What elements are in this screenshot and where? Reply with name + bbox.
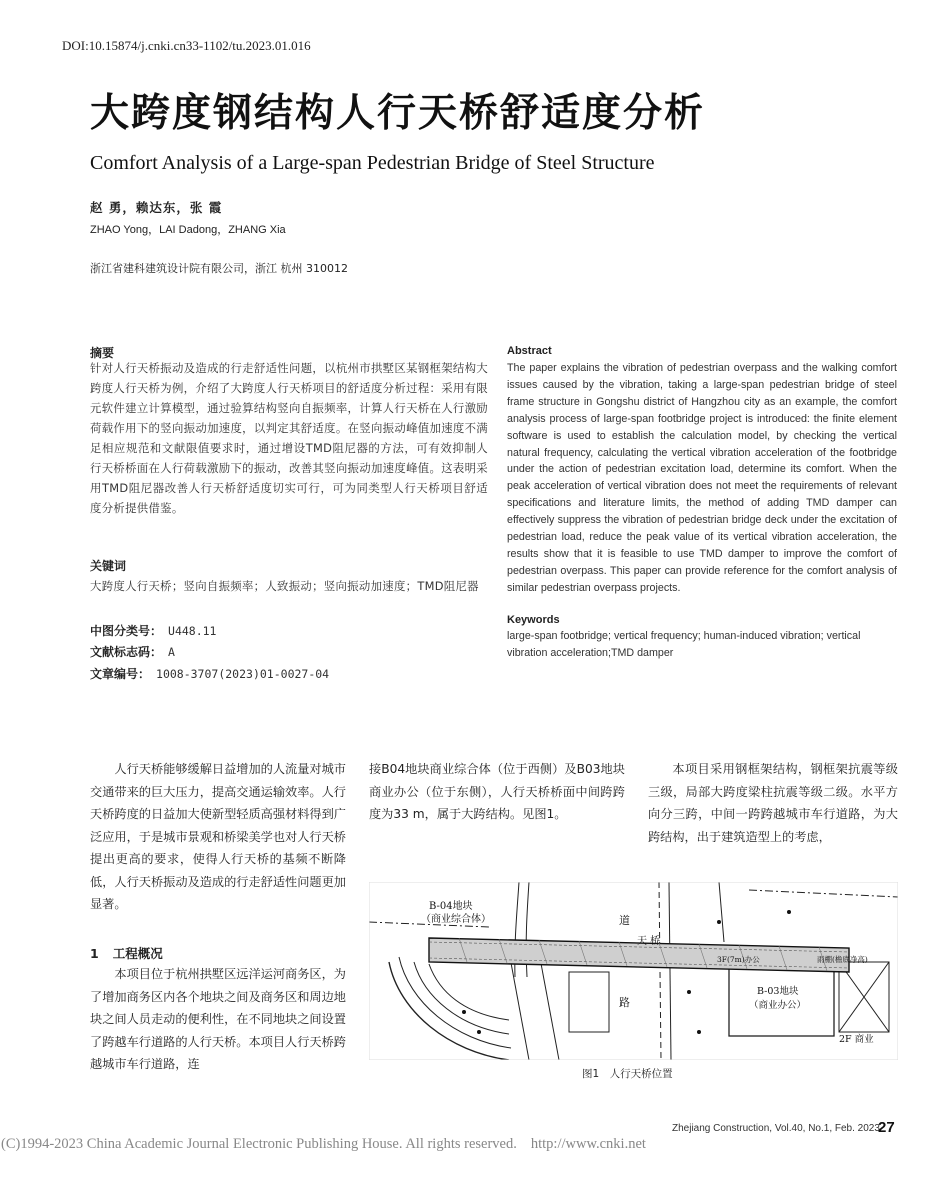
doc-code-label: 文献标志码：: [90, 645, 163, 659]
abstract-en-label: Abstract: [507, 345, 552, 357]
figure-site-plan: [369, 882, 898, 1060]
label-b04-sub: （商业综合体）: [421, 914, 491, 925]
page-number: 27: [878, 1119, 895, 1136]
cnki-url[interactable]: http://www.cnki.net: [530, 1136, 646, 1152]
article-no-row: [90, 665, 329, 682]
label-3f-office: 3F(7m)办公: [717, 955, 760, 964]
authors-chinese: 赵 勇，赖达东，张 霞: [90, 200, 223, 215]
clc-label: 中图分类号：: [90, 624, 163, 638]
label-road-1: 道: [619, 914, 630, 927]
label-b03-sub: （商业办公）: [749, 1000, 807, 1011]
label-b03-title: B-03地块: [757, 986, 799, 997]
section-heading-1: [90, 944, 163, 962]
label-canopy: 雨棚(檐底净高): [817, 955, 868, 964]
title-chinese: 大跨度钢结构人行天桥舒适度分析: [90, 91, 706, 136]
copyright-notice: [1, 1136, 646, 1153]
section-title: 工程概况: [112, 946, 163, 961]
keywords-cn-label: 关键词: [90, 559, 127, 573]
body-paragraph-continued: 接B04地块商业综合体（位于西侧）及B03地块商业办公（位于东侧），人行天桥桥面中间跨跨度为33 m，属于大跨结构。见图1。: [369, 762, 625, 821]
keywords-cn-text: 大跨度人行天桥；竖向自振频率；人致振动；竖向振动加速度；TMD阻尼器: [90, 579, 479, 593]
figure-caption: 图1 人行天桥位置: [582, 1068, 673, 1080]
section-number: 1: [90, 946, 99, 961]
body-paragraph-intro: 人行天桥能够缓解日益增加的人流量对城市交通带来的巨大压力，提高交通运输效率。人行天桥跨度的日益加大使新型轻质高强材料得到广泛应用，于是城市景观和桥梁美学也对人行天桥提出更高的要求，使得人行天桥的基频不断降低，人行天桥振动及造成的行走舒适性问题更加显著。: [90, 762, 346, 911]
doi-line: DOI:10.15874/j.cnki.cn33-1102/tu.2023.01.016: [62, 38, 311, 53]
footer-journal-info: Zhejiang Construction, Vol.40, No.1, Feb. 2023: [672, 1123, 880, 1134]
label-road-2: 路: [619, 996, 630, 1009]
title-english: Comfort Analysis of a Large-span Pedestrian Bridge of Steel Structure: [90, 152, 655, 174]
article-no-value: 1008-3707(2023)01-0027-04: [156, 667, 330, 681]
doc-code-value: A: [168, 645, 175, 659]
doc-code-row: [90, 643, 175, 660]
affiliation: 浙江省建科建筑设计院有限公司，浙江 杭州 310012: [90, 262, 348, 275]
label-2f-commercial: 2F 商业: [839, 1034, 874, 1045]
article-no-label: 文章编号：: [90, 667, 151, 681]
abstract-cn-label: 摘要: [90, 346, 115, 360]
copyright-text: (C)1994-2023 China Academic Journal Electronic Publishing House. All rights reserved.: [1, 1136, 517, 1152]
label-bridge: 天 桥: [637, 936, 661, 947]
clc-row: [90, 622, 216, 639]
label-b04-title: B-04地块: [429, 901, 473, 912]
keywords-en-label: Keywords: [507, 614, 560, 626]
keywords-en-text: large-span footbridge; vertical frequency; human-induced vibration; vertical vibration acceleration;TMD damper: [507, 630, 861, 659]
site-plan-drawing: [369, 882, 898, 1060]
abstract-cn-text: 针对人行天桥振动及造成的行走舒适性问题，以杭州市拱墅区某钢框架结构大跨度人行天桥为例，介绍了大跨度人行天桥项目的舒适度分析过程：采用有限元软件建立计算模型，通过验算结构竖向自振频率，计算人行天桥在人行激励荷载作用下的竖向振动加速度，以判定其舒适度。在竖向振动峰值加速度不满足相应规范和文献限值要求时，通过增设TMD阻尼器的方法，可有效抑制人行天桥桥面在人行荷载激励下的振动，改善其竖向振动加速度峰值。这表明采用TMD阻尼器改善人行天桥舒适度切实可行，可为同类型人行天桥项目舒适度分析提供借鉴。: [90, 361, 488, 515]
clc-value: U448.11: [168, 624, 217, 638]
body-paragraph-project: 本项目位于杭州拱墅区远洋运河商务区，为了增加商务区内各个地块之间及商务区和周边地块之间人员走动的便利性，在不同地块之间设置了跨越车行道路的人行天桥。本项目人行天桥跨越城市车行道路，连: [90, 967, 346, 1071]
authors-english: ZHAO Yong，LAI Dadong，ZHANG Xia: [90, 224, 286, 236]
body-paragraph-structure: 本项目采用钢框架结构，钢框架抗震等级三级，局部大跨度梁柱抗震等级二级。水平方向分三跨，中间一跨跨越城市车行道路，为大跨结构，出于建筑造型上的考虑，: [648, 762, 898, 844]
abstract-en-text: The paper explains the vibration of pedestrian overpass and the walking comfort issues caused by the vibration, taking a large-span pedestrian bridge of steel frame structure in Gongshu district of Hangzhou city as an example, the comfort analysis process of large-span footbridge project is introduced: the finite element software is used to establish the calculation model, by checking the vertical natural frequency, calculating the vertical vibration acceleration of the footbridge under the action of pedestrian excitation load, determine its comfort. When the peak acceleration of vertical vibration does not meet the requirements of relevant specifications and literature limits, the method of adding TMD damper can effectively suppress the vibration of pedestrian bridge deck under the excitation of pedestrian load, reduce the peak value of its vertical vibration acceleration, the results show that it is feasible to use TMD damper to improve the comfort of pedestrian overpass. This paper can provide reference for the comfort analysis of similar pedestrian overpass projects.: [507, 362, 897, 594]
